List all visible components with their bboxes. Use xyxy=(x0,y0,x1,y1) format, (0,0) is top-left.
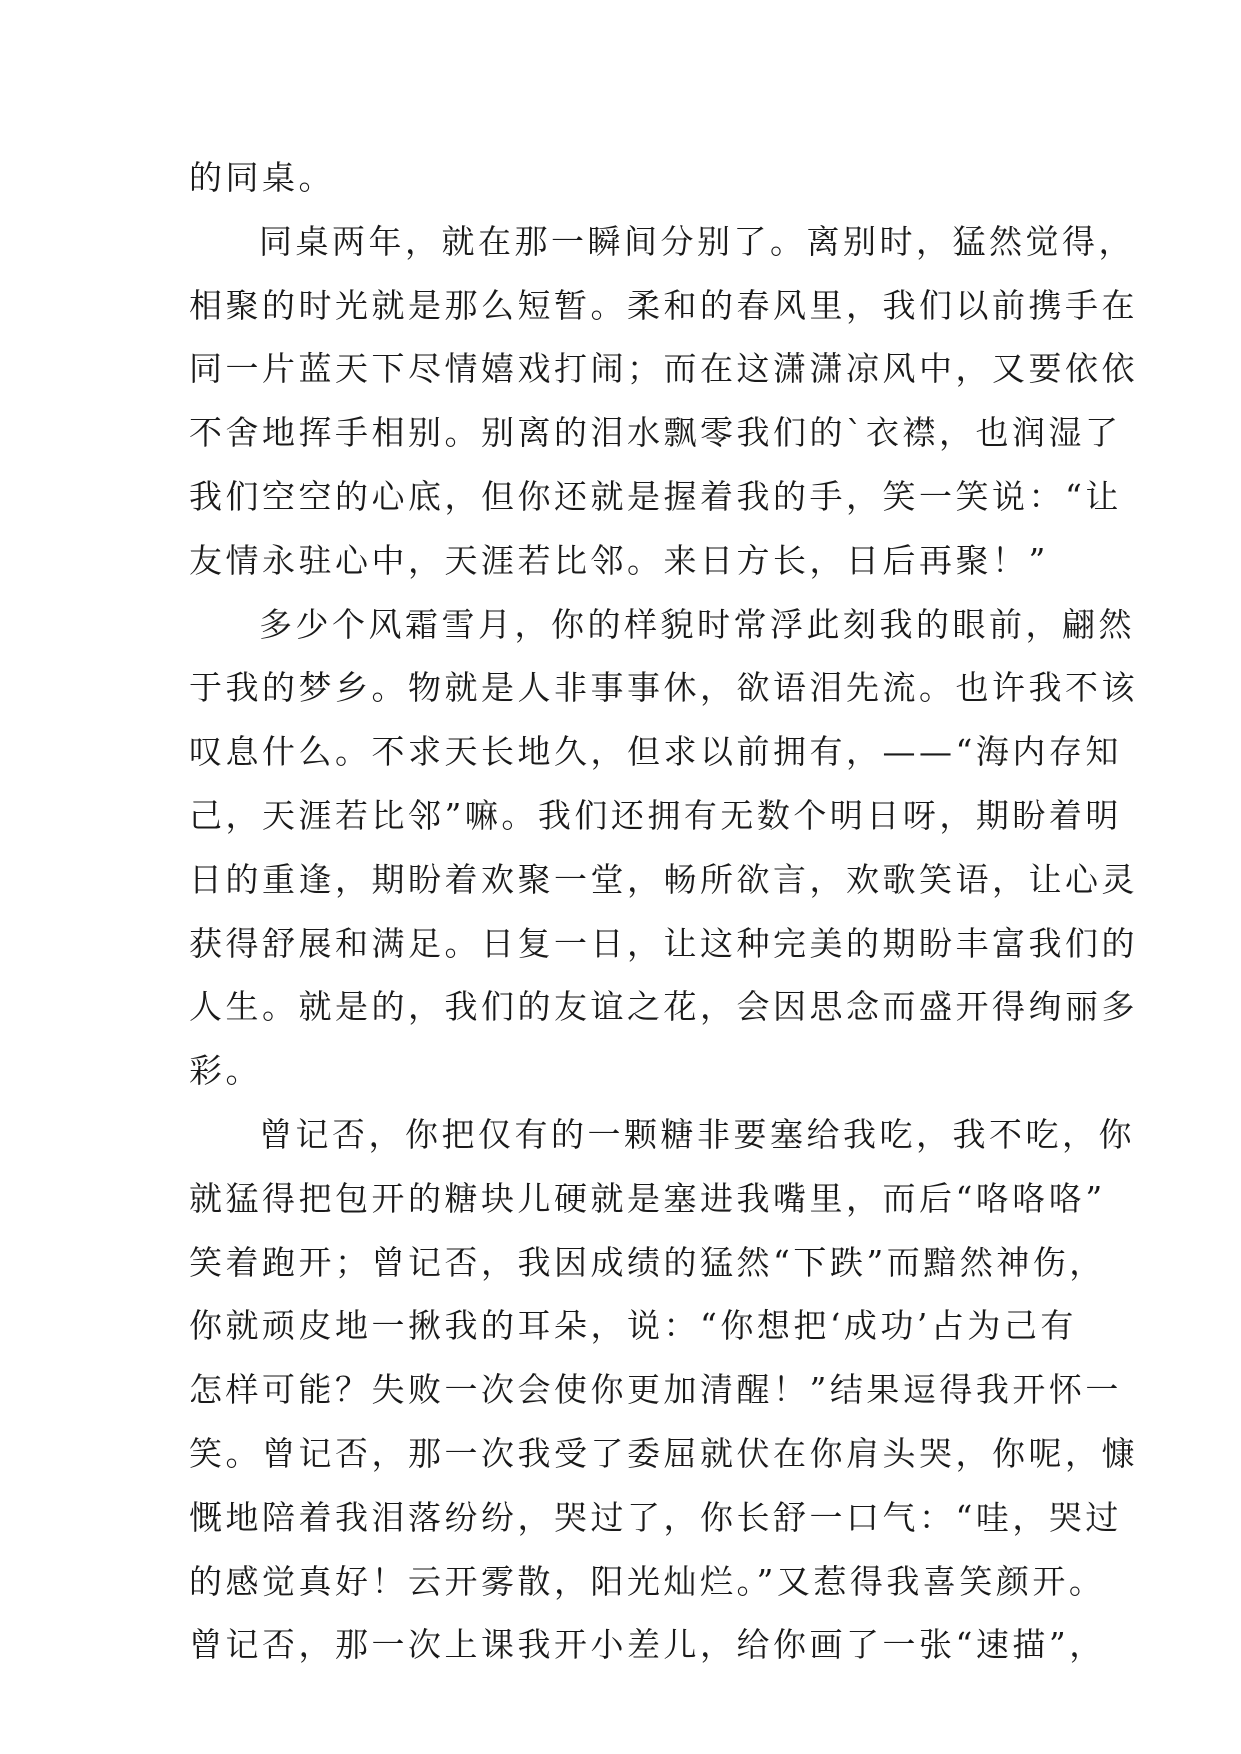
text-line: 人生。就是的，我们的友谊之花，会因思念而盛开得绚丽多 xyxy=(189,987,1138,1027)
text-line: 你就顽皮地一揪我的耳朵，说：“你想把‘成功’占为己有 xyxy=(189,1306,1077,1346)
text-line: 彩。 xyxy=(189,1051,262,1091)
text-line: 就猛得把包开的糖块儿硬就是塞进我嘴里，而后“咯咯咯” xyxy=(189,1178,1106,1218)
paragraph-first-line: 曾记否，你把仅有的一颗糖非要塞给我吃，我不吃，你 xyxy=(259,1114,1135,1154)
paragraph-first-line: 多少个风霜雪月，你的样貌时常浮此刻我的眼前，翩然 xyxy=(259,604,1135,644)
text-line: 曾记否，那一次上课我开小差儿，给你画了一张“速描”， xyxy=(189,1625,1106,1665)
text-line: 获得舒展和满足。日复一日，让这种完美的期盼丰富我们的 xyxy=(189,923,1138,963)
text-line: 不舍地挥手相别。别离的泪水飘零我们的`衣襟，也润湿了 xyxy=(189,413,1122,453)
text-line: 我们空空的心底，但你还就是握着我的手，笑一笑说：“让 xyxy=(189,476,1122,516)
text-line: 的同桌。 xyxy=(189,158,335,197)
text-line: 友情永驻心中，天涯若比邻。来日方长，日后再聚！” xyxy=(189,540,1049,580)
text-line: 叹息什么。不求天长地久，但求以前拥有，——“海内存知 xyxy=(189,732,1122,772)
text-line: 笑。曾记否，那一次我受了委屈就伏在你肩头哭，你呢，慷 xyxy=(189,1433,1138,1473)
text-line: 同一片蓝天下尽情嬉戏打闹；而在这潇潇凉风中，又要依依 xyxy=(189,349,1138,389)
text-line: 相聚的时光就是那么短暂。柔和的春风里，我们以前携手在 xyxy=(189,285,1138,325)
text-line: 日的重逢，期盼着欢聚一堂，畅所欲言，欢歌笑语，让心灵 xyxy=(189,859,1138,899)
text-line: 己，天涯若比邻”嘛。我们还拥有无数个明日呀，期盼着明 xyxy=(189,795,1122,835)
text-line: 慨地陪着我泪落纷纷，哭过了，你长舒一口气：“哇，哭过 xyxy=(189,1497,1122,1537)
paragraph-first-line: 同桌两年，就在那一瞬间分别了。离别时，猛然觉得， xyxy=(259,221,1135,261)
text-line: 笑着跑开；曾记否，我因成绩的猛然“下跌”而黯然神伤， xyxy=(189,1242,1106,1282)
document-body xyxy=(189,146,1138,1677)
text-line: 的感觉真好！云开雾散，阳光灿烂。”又惹得我喜笑颜开。 xyxy=(189,1561,1106,1601)
text-line: 怎样可能？失败一次会使你更加清醒！”结果逗得我开怀一 xyxy=(189,1370,1122,1410)
text-line: 于我的梦乡。物就是人非事事休，欲语泪先流。也许我不该 xyxy=(189,668,1138,708)
